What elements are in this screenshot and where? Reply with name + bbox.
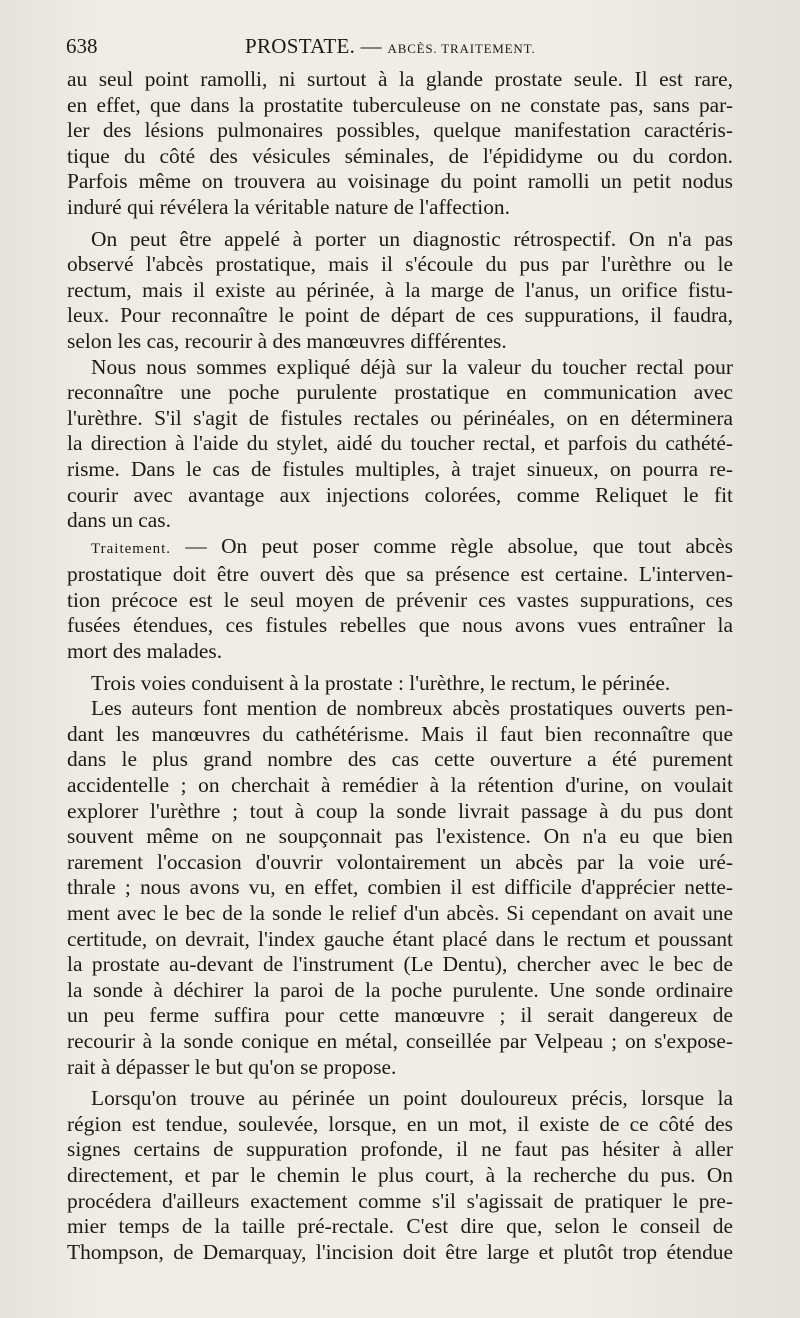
paragraph-retrospective-diagnosis [67,227,733,355]
text-line: ment avec le bec de la sonde le relief d'un abcès. Si cependant on avait une [67,901,733,925]
text-line: dant les manœuvres du cathétérisme. Mais il faut bien reconnaître que [67,721,733,746]
text-line: courir avec avantage aux injections colorées, comme Reliquet le fit [67,482,733,507]
text-fragment: — On peut poser comme règle absolue, que tout abcès [171,533,733,558]
text-line: observé l'abcès prostatique, mais il s'écoule du pus par l'urèthre ou le [67,252,733,277]
text-line: Lorsqu'on trouve au périnée un point douloureux précis, lorsque la [91,1086,733,1111]
text-line: la direction à l'aide du stylet, aidé du toucher rectal, et parfois du cathété- [67,431,733,456]
text-line: leux. Pour reconnaître le point de départ de ces suppurations, il faudra, [67,303,733,328]
paragraph-treatment [67,534,733,665]
page-number: 638 [66,34,98,58]
text-line: procédera d'ailleurs exactement comme s'il s'agissait de pratiquer le pre- [67,1188,733,1213]
text-line: prostatique doit être ouvert dès que sa présence est certaine. L'interven- [67,562,733,587]
text-line: On peut être appelé à porter un diagnostic rétrospectif. On n'a pas [91,226,733,251]
paragraph-tuberculous-continuation [67,67,733,221]
text-line: mier temps de la taille pré-rectale. C'est dire que, selon le conseil de [67,1214,733,1239]
text-line: certitude, on devrait, l'index gauche étant placé dans le rectum et poussant [67,926,733,951]
paragraph-rectal-touch [67,355,733,534]
text-line: dans le plus grand nombre des cas cette ouverture a été purement [67,747,733,772]
text-line: tion précoce est le seul moyen de prévenir ces vastes suppurations, ces [67,587,733,612]
text-line: au seul point ramolli, ni surtout à la glande prostate seule. Il est rare, [67,67,733,91]
text-line: Les auteurs font mention de nombreux abcès prostatiques ouverts pen- [91,696,733,721]
text-line: directement, et par le chemin le plus court, à la recherche du pus. On [67,1162,733,1187]
paragraph-urethral-route [67,696,733,1080]
text-line: mort des malades. [67,639,223,664]
text-line: signes certains de suppuration profonde, il ne faut pas hésiter à aller [67,1137,733,1162]
text-line: rait à dépasser le but qu'on se propose. [67,1054,397,1079]
paragraph-perineal-route [67,1086,733,1265]
text-line: un peu ferme suffira pour cette manœuvre ; il serait dangereux de [67,1003,733,1028]
running-title-dash: — [355,34,388,58]
text-line [67,534,733,563]
text-line: selon les cas, recourir à des manœuvres différentes. [67,328,507,353]
text-line: la prostate au-devant de l'instrument (Le Dentu), chercher avec le bec de [67,952,733,977]
text-line: Nous nous sommes expliqué déjà sur la valeur du toucher rectal pour [91,354,733,379]
text-line: induré qui révélera la véritable nature de l'affection. [67,194,510,219]
text-line: région est tendue, soulevée, lorsque, en un mot, il existe de ce côté des [67,1111,733,1136]
text-line: rectum, mais il existe au périnée, à la marge de l'anus, un orifice fistu- [67,277,733,302]
text-line: fusées étendues, ces fistules rebelles que nous avons vues entraîner la [67,613,733,638]
running-title [245,34,535,61]
text-line: Trois voies conduisent à la prostate : l'urèthre, le rectum, le périnée. [91,670,671,695]
text-line: explorer l'urèthre ; tout à coup la sonde livrait passage à du pus dont [67,798,733,823]
running-title-sub: ABCÈS. TRAITEMENT. [387,41,536,56]
text-line: en effet, que dans la prostatite tuberculeuse on ne constate pas, sans par- [67,92,733,117]
text-line: l'urèthre. S'il s'agit de fistules rectales ou périnéales, on en déterminera [67,405,733,430]
paragraph-three-routes [67,671,733,697]
text-line: risme. Dans le cas de fistules multiples, à trajet sinueux, on pourra re- [67,456,733,481]
text-line: dans un cas. [67,508,171,533]
section-heading-traitement: Traitement. [91,540,172,557]
text-line: rarement l'occasion d'ouvrir volontairement un abcès par la voie uré- [67,849,733,874]
text-line: Thompson, de Demarquay, l'incision doit être large et plutôt trop étendue [67,1239,733,1264]
running-header [66,34,732,58]
text-line: ler des lésions pulmonaires possibles, quelque manifestation caractéris- [67,118,733,143]
text-line: accidentelle ; on cherchait à remédier à la rétention d'urine, on voulait [67,773,733,798]
text-line: recourir à la sonde conique en métal, conseillée par Velpeau ; on s'expose- [67,1028,733,1053]
running-title-main: PROSTATE. [245,34,356,58]
body-text [67,67,733,1265]
text-line: la sonde à déchirer la paroi de la poche purulente. Une sonde ordinaire [67,977,733,1002]
text-line: thrale ; nous avons vu, en effet, combien il est difficile d'apprécier nette- [67,875,733,900]
text-line: tique du côté des vésicules séminales, de l'épididyme ou du cordon. [67,143,733,168]
text-line: souvent même on ne soupçonnait pas l'existence. On n'a eu que bien [67,824,733,849]
text-line: Parfois même on trouvera au voisinage du point ramolli un petit nodus [67,169,733,194]
text-line: reconnaître une poche purulente prostatique en communication avec [67,380,733,405]
